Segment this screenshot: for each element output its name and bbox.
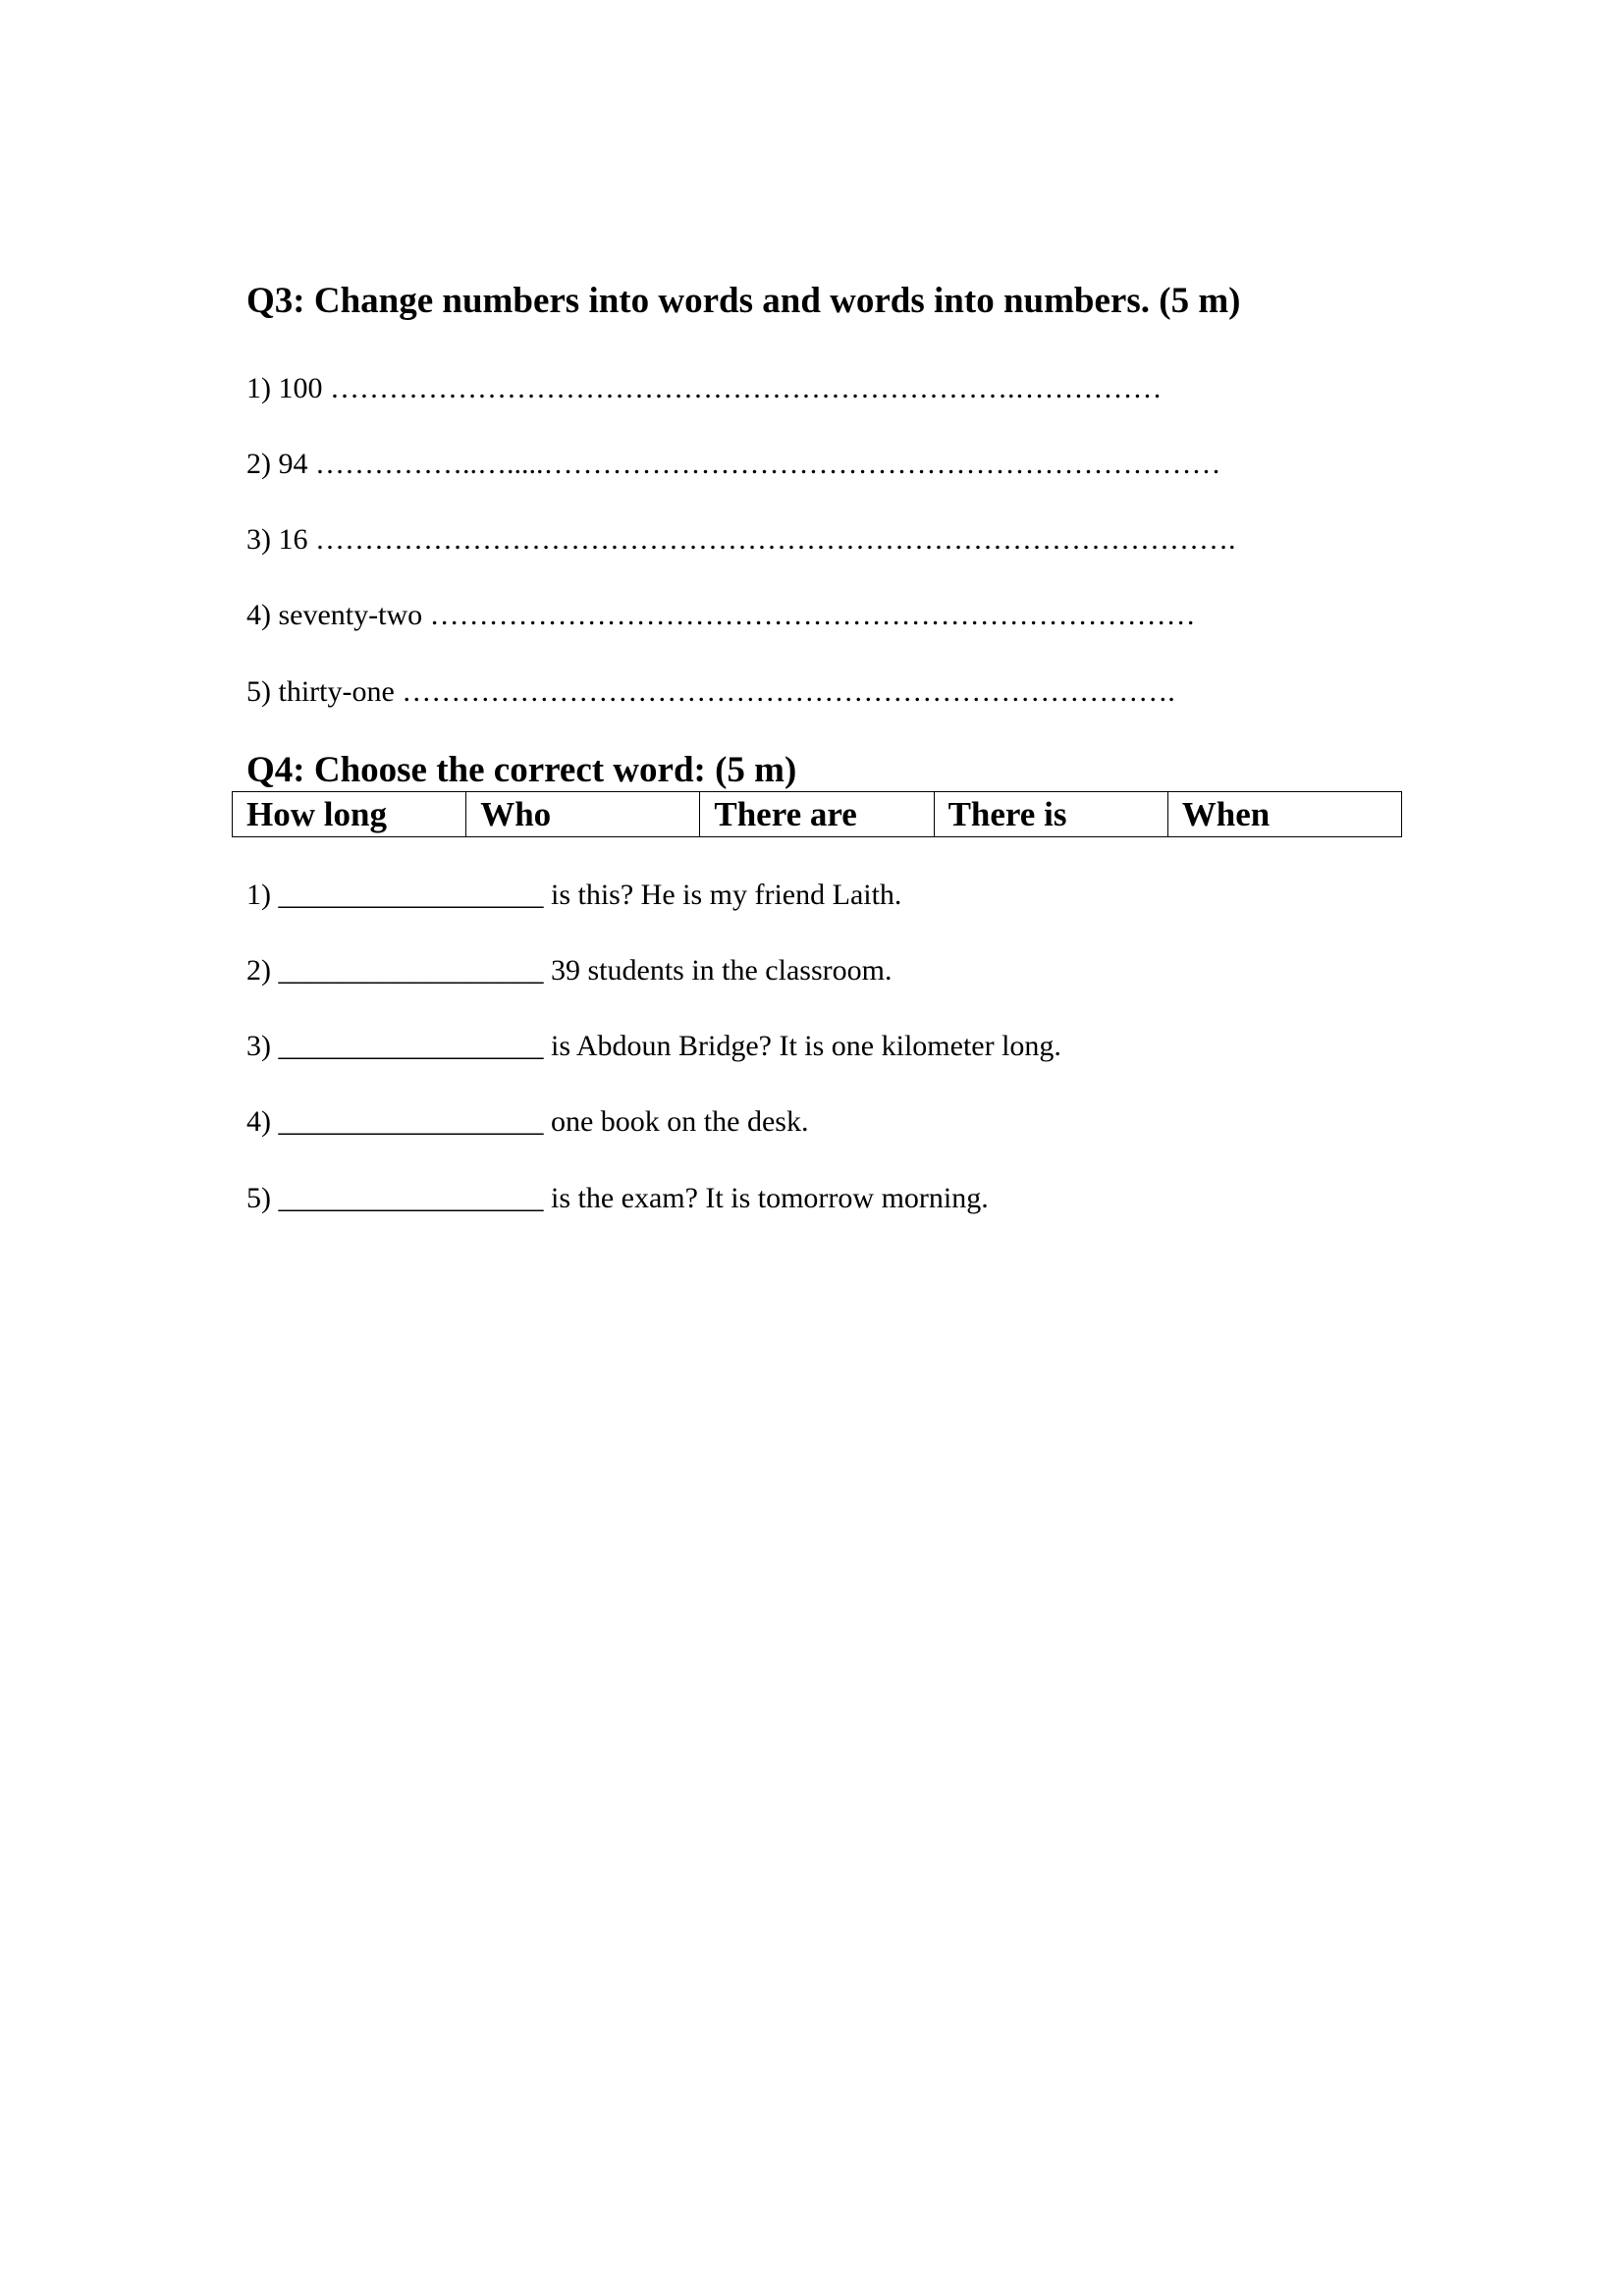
q4-item: 3) __________________ is Abdoun Bridge? It is one kilometer long. xyxy=(246,1030,1061,1062)
q4-item: 1) __________________ is this? He is my friend Laith. xyxy=(246,879,902,911)
q3-item: 2) 94 ……………..….....…………………………………………………………… xyxy=(246,448,1221,480)
q3-item: 3) 16 …………………………………………………………………………………. xyxy=(246,523,1236,556)
word-box-table xyxy=(232,791,1402,837)
q4-item: 2) __________________ 39 students in the classroom. xyxy=(246,954,893,987)
q4-item: 5) __________________ is the exam? It is tomorrow morning. xyxy=(246,1182,989,1214)
q4-heading: Q4: Choose the correct word: (5 m) xyxy=(246,750,797,790)
word-box-cell: There is xyxy=(934,792,1167,837)
word-box-cell: Who xyxy=(466,792,700,837)
q3-item: 5) thirty-one ……………………………………………………………………. xyxy=(246,675,1175,708)
q4-item: 4) __________________ one book on the desk. xyxy=(246,1105,809,1138)
q3-item: 4) seventy-two …………………………………………………………………… xyxy=(246,599,1196,631)
word-box-cell: How long xyxy=(233,792,466,837)
word-box-row xyxy=(233,792,1402,837)
q3-item: 1) 100 …………………………………………………………….…………… xyxy=(246,372,1163,404)
word-box-cell: When xyxy=(1167,792,1401,837)
word-box-cell: There are xyxy=(700,792,934,837)
q3-heading: Q3: Change numbers into words and words into numbers. (5 m) xyxy=(246,281,1241,321)
